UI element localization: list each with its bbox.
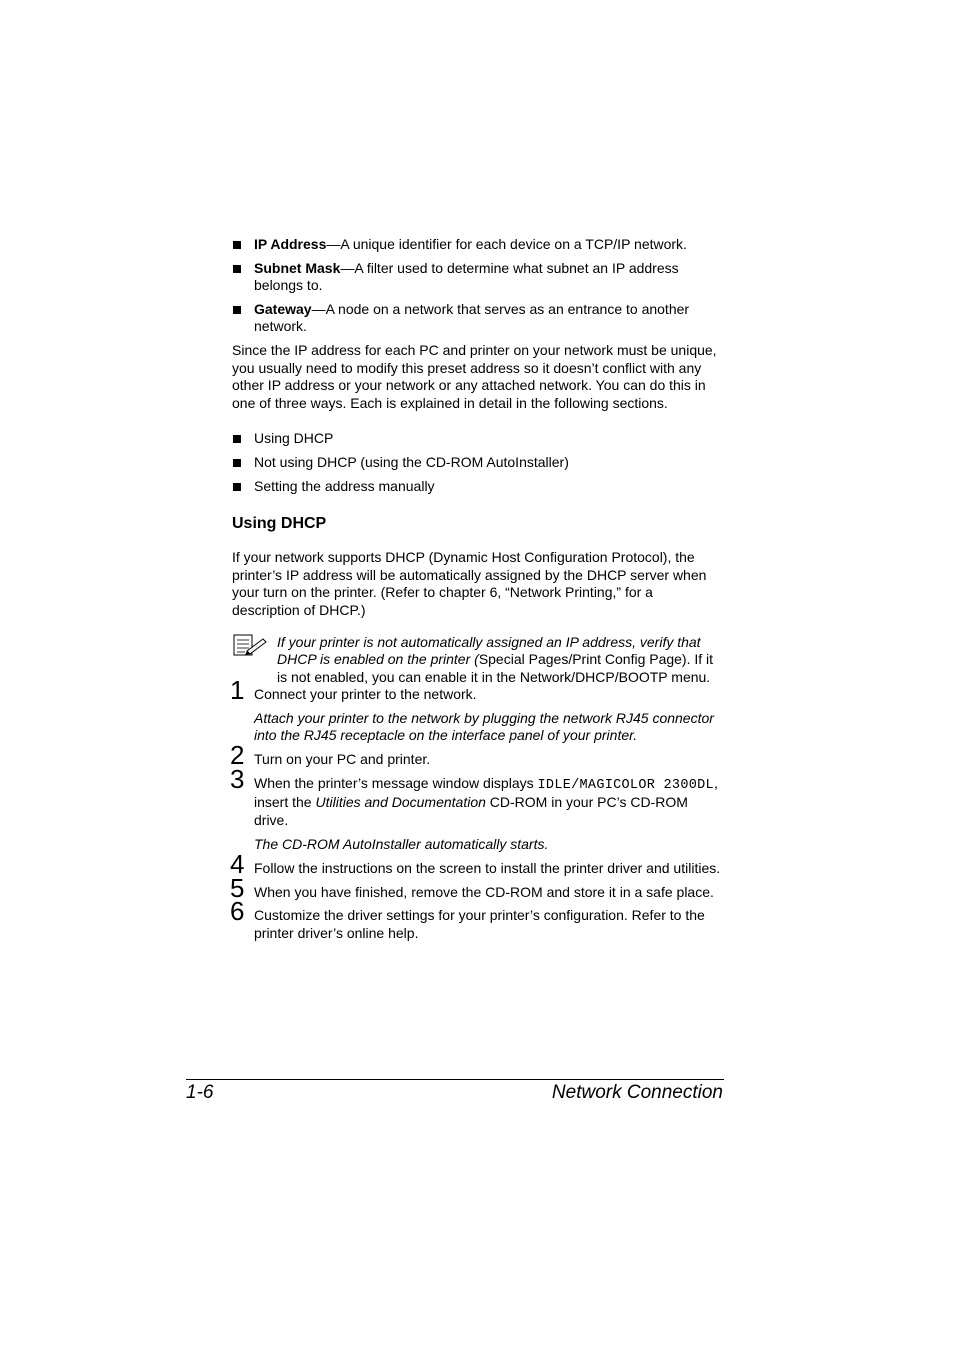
section-heading: Using DHCP bbox=[232, 515, 327, 533]
bullet-square-icon bbox=[233, 265, 241, 273]
note-box bbox=[232, 634, 724, 687]
step-number: 6 bbox=[230, 896, 245, 927]
step-number: 2 bbox=[230, 740, 245, 771]
method-item bbox=[232, 478, 724, 496]
step-1 bbox=[230, 675, 724, 706]
definition-subnet-mask bbox=[232, 260, 724, 295]
step-number: 3 bbox=[230, 763, 245, 794]
step-text: Turn on your PC and printer. bbox=[254, 751, 431, 768]
step-3 bbox=[230, 763, 724, 830]
bullet-square-icon bbox=[233, 459, 241, 467]
definition-term: Gateway bbox=[254, 300, 312, 317]
cd-title: Utilities and Documentation bbox=[315, 794, 486, 811]
definition-text: —A node on a network that serves as an entrance to another network. bbox=[254, 300, 690, 335]
chapter-title: Network Connection bbox=[551, 1082, 723, 1103]
definition-text: —A filter used to determine what subnet an IP address belongs to. bbox=[254, 259, 679, 294]
definition-term: IP Address bbox=[254, 236, 327, 252]
step-text: Customize the driver settings for your printer’s configuration. Refer to the printer driver’s online help. bbox=[254, 907, 705, 941]
bullet-square-icon bbox=[233, 483, 241, 491]
definition-text: —A unique identifier for each device on a TCP/IP network. bbox=[326, 236, 687, 252]
step-4 bbox=[230, 849, 724, 880]
step-3-detail: The CD-ROM AutoInstaller automatically starts. bbox=[254, 836, 549, 853]
step-number: 4 bbox=[230, 849, 245, 880]
dhcp-paragraph: If your network supports DHCP (Dynamic Host Configuration Protocol), the printer’s IP address will be automatically assigned by the DHCP server when your turn on the printer. (Refer to chapter 6, “Network Printing,” for a description of DHCP.) bbox=[232, 549, 707, 618]
definition-term: Subnet Mask bbox=[254, 259, 341, 276]
step-text: CD-ROM in your PC’s CD-ROM drive. bbox=[254, 794, 688, 828]
step-text: When you have finished, remove the CD-ROM and store it in a safe place. bbox=[254, 883, 714, 900]
step-1-detail: Attach your printer to the network by plugging the network RJ45 connector into the RJ45 receptacle on the interface panel of your printer. bbox=[254, 709, 714, 744]
step-text: Connect your printer to the network. bbox=[254, 686, 477, 703]
note-text: Special Pages/Print Config Page). If it is not enabled, you can enable it in the Network/DHCP/BOOTP menu. bbox=[277, 651, 714, 685]
bullet-square-icon bbox=[233, 435, 241, 443]
page-number: 1-6 bbox=[186, 1082, 214, 1103]
bullet-square-icon bbox=[233, 241, 241, 249]
method-label: Using DHCP bbox=[254, 430, 334, 447]
method-item bbox=[232, 454, 724, 472]
method-label: Setting the address manually bbox=[254, 477, 435, 494]
step-2 bbox=[230, 740, 724, 771]
bullet-square-icon bbox=[233, 306, 241, 314]
step-5 bbox=[230, 872, 724, 903]
step-number: 5 bbox=[230, 872, 245, 903]
definition-gateway bbox=[232, 301, 724, 336]
note-pencil-icon bbox=[233, 634, 267, 663]
method-label: Not using DHCP (using the CD-ROM AutoInstaller) bbox=[254, 453, 569, 470]
footer-rule bbox=[186, 1079, 724, 1080]
note-italic-text: If your printer is not automatically assigned an IP address, verify that DHCP is enabled on the printer ( bbox=[277, 633, 701, 668]
step-text: , insert the bbox=[254, 774, 718, 811]
step-6 bbox=[230, 896, 724, 942]
step-number: 1 bbox=[230, 675, 245, 706]
method-item bbox=[232, 430, 724, 448]
page-content bbox=[232, 236, 724, 942]
intro-paragraph: Since the IP address for each PC and printer on your network must be unique, you usually need to modify this preset address so it doesn’t conflict with any other IP address or your network or any attached network. You can do this in one of three ways. Each is explained in detail in the following sections. bbox=[232, 341, 717, 411]
step-text: When the printer’s message window displays bbox=[254, 774, 538, 791]
definition-ip-address bbox=[232, 236, 724, 254]
display-message-code: IDLE/MAGICOLOR 2300DL bbox=[537, 777, 714, 793]
step-text: Follow the instructions on the screen to install the printer driver and utilities. bbox=[254, 860, 721, 877]
